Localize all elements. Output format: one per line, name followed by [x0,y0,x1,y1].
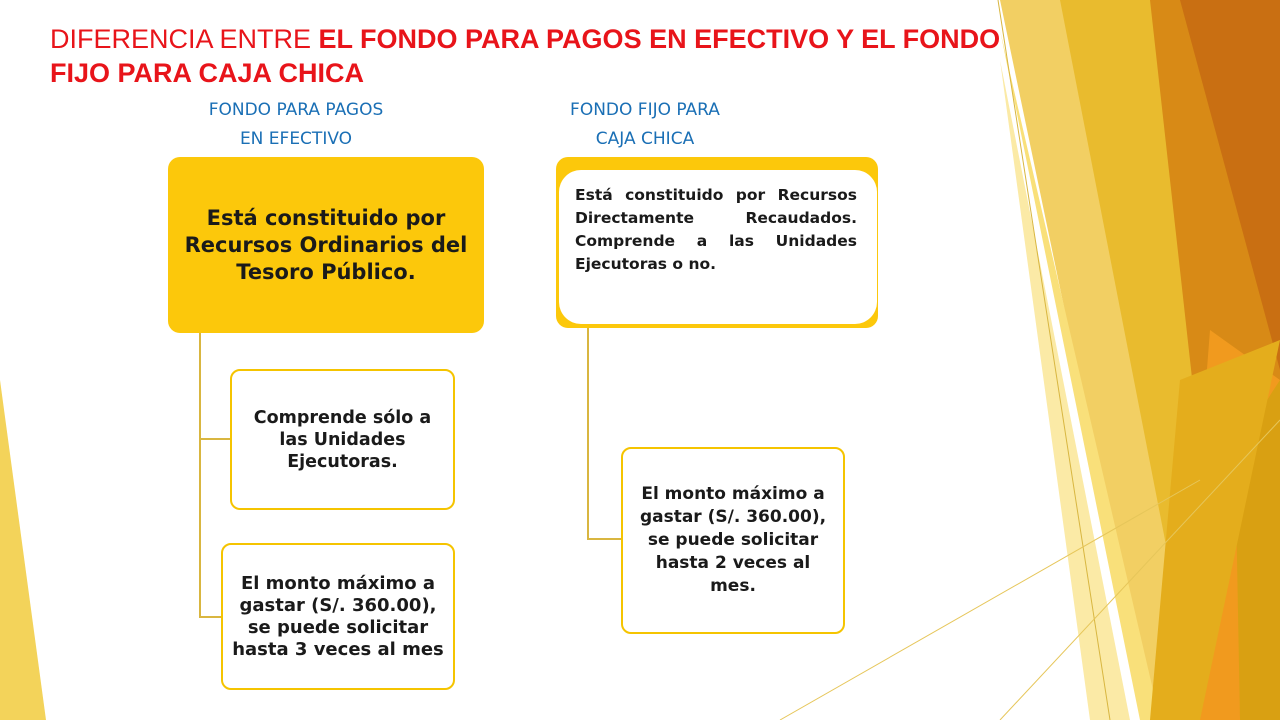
left-child-box-2 [221,543,455,690]
title-normal: DIFERENCIA ENTRE [50,24,319,54]
title-bold: EL FONDO PARA PAGOS EN EFECTIVO Y EL FONDO FIJO PARA CAJA CHICA [50,24,1001,88]
right-connector-vertical [587,328,589,540]
right-child1-text: El monto máximo a gastar (S/. 360.00), se puede solicitar hasta 2 veces al mes. [639,484,827,596]
left-heading-line1: FONDO PARA PAGOS [208,100,384,120]
left-child-box-1 [230,369,455,510]
right-heading-line2: CAJA CHICA [595,129,695,149]
right-heading-line1: FONDO FIJO PARA [570,100,720,120]
left-connector-child1 [199,438,231,440]
right-child-box-1 [621,447,845,634]
left-heading-line2: EN EFECTIVO [239,129,353,149]
right-column-heading [540,96,750,154]
left-connector-vertical [199,333,201,618]
left-child2-text: El monto máximo a gastar (S/. 360.00), se puede solicitar hasta 3 veces al mes [232,572,444,660]
left-column-heading [180,96,412,154]
left-child1-text: Comprende sólo a las Unidades Ejecutoras. [253,407,432,472]
left-connector-child2 [199,616,222,618]
slide-title [50,22,1030,90]
left-main-text: Está constituido por Recursos Ordinarios del Tesoro Público. [184,205,468,284]
right-main-text: Está constituido por Recursos Directamente Recaudados. Comprende a las Unidades Ejecutoras o no. [575,186,857,273]
right-main-box [559,170,877,324]
left-main-box [168,157,484,333]
right-connector-child1 [587,538,622,540]
